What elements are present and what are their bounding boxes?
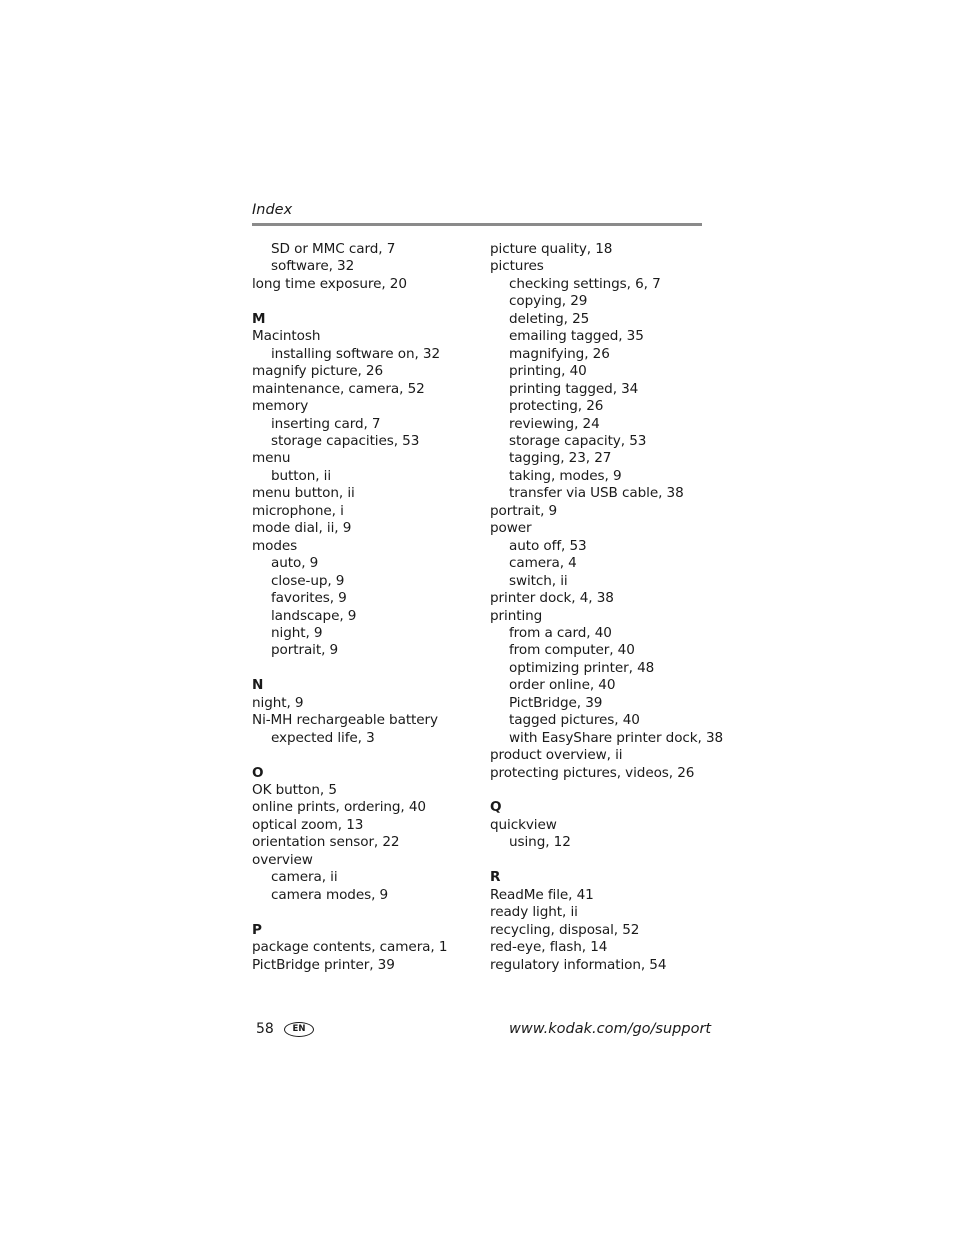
- index-entry: night, 9: [252, 694, 304, 711]
- index-subentry: auto, 9: [271, 555, 319, 572]
- index-subentry: tagged pictures, 40: [509, 712, 640, 729]
- index-entry: online prints, ordering, 40: [252, 799, 426, 816]
- index-entry: Ni-MH rechargeable battery: [252, 712, 438, 729]
- index-subentry: magnifying, 26: [509, 345, 610, 362]
- index-entry: menu button, ii: [252, 485, 355, 502]
- index-entry: ready light, ii: [490, 904, 578, 921]
- index-subentry: favorites, 9: [271, 590, 347, 607]
- index-entry: portrait, 9: [490, 502, 558, 519]
- index-entry: menu: [252, 450, 291, 467]
- index-section-letter: N: [252, 677, 264, 694]
- index-entry: pictures: [490, 258, 544, 275]
- index-section-letter: O: [252, 764, 264, 781]
- index-entry: memory: [252, 398, 309, 415]
- language-badge: EN: [284, 1022, 314, 1037]
- index-entry: red-eye, flash, 14: [490, 939, 608, 956]
- index-subentry: checking settings, 6, 7: [509, 275, 661, 292]
- index-subentry: copying, 29: [509, 293, 588, 310]
- index-entry: Macintosh: [252, 328, 321, 345]
- index-subentry: night, 9: [271, 624, 323, 641]
- index-subentry: auto off, 53: [509, 537, 587, 554]
- index-entry: overview: [252, 851, 313, 868]
- index-section-letter: M: [252, 310, 266, 327]
- index-subentry: expected life, 3: [271, 729, 375, 746]
- index-subentry: from a card, 40: [509, 624, 612, 641]
- index-entry: printing: [490, 607, 543, 624]
- index-entry: product overview, ii: [490, 747, 623, 764]
- index-subentry: using, 12: [509, 834, 571, 851]
- index-entry: ReadMe file, 41: [490, 886, 594, 903]
- index-subentry: camera, 4: [509, 555, 577, 572]
- index-subentry: printing, 40: [509, 363, 587, 380]
- index-entry: microphone, i: [252, 502, 344, 519]
- index-subentry: tagging, 23, 27: [509, 450, 612, 467]
- support-url: www.kodak.com/go/support: [509, 1021, 712, 1037]
- index-subentry: transfer via USB cable, 38: [509, 485, 684, 502]
- index-subentry: emailing tagged, 35: [509, 328, 644, 345]
- index-subentry: landscape, 9: [271, 607, 357, 624]
- index-subentry: deleting, 25: [509, 310, 590, 327]
- index-entry: PictBridge printer, 39: [252, 956, 395, 973]
- index-subentry: switch, ii: [509, 572, 568, 589]
- index-subentry: from computer, 40: [509, 642, 635, 659]
- index-subentry: reviewing, 24: [509, 415, 600, 432]
- index-entry: regulatory information, 54: [490, 956, 667, 973]
- index-entry: protecting pictures, videos, 26: [490, 764, 695, 781]
- index-subentry: order online, 40: [509, 677, 616, 694]
- index-entry: power: [490, 520, 532, 537]
- index-subentry: PictBridge, 39: [509, 694, 603, 711]
- index-entry: magnify picture, 26: [252, 363, 384, 380]
- index-subentry: button, ii: [271, 467, 332, 484]
- index-subentry: inserting card, 7: [271, 415, 381, 432]
- index-subentry: protecting, 26: [509, 398, 604, 415]
- index-entry: recycling, disposal, 52: [490, 921, 640, 938]
- index-entry: quickview: [490, 816, 557, 833]
- page-number: 58: [256, 1021, 274, 1037]
- index-entry: optical zoom, 13: [252, 816, 364, 833]
- index-subentry: close-up, 9: [271, 572, 345, 589]
- index-subentry: optimizing printer, 48: [509, 659, 655, 676]
- index-subentry: printing tagged, 34: [509, 380, 639, 397]
- index-section-letter: P: [252, 921, 262, 938]
- index-entry: orientation sensor, 22: [252, 834, 400, 851]
- page-header-title: Index: [252, 202, 293, 218]
- index-entry: modes: [252, 537, 298, 554]
- index-column-right: [490, 241, 724, 974]
- index-section-letter: R: [490, 869, 501, 886]
- index-entry: picture quality, 18: [490, 241, 613, 257]
- index-section-letter: Q: [490, 799, 502, 816]
- index-subentry: taking, modes, 9: [509, 467, 622, 484]
- index-subentry: installing software on, 32: [271, 345, 441, 362]
- index-entry: package contents, camera, 1: [252, 939, 448, 956]
- index-subentry: SD or MMC card, 7: [271, 241, 396, 257]
- index-subentry: camera, ii: [271, 869, 338, 886]
- index-entry: mode dial, ii, 9: [252, 520, 352, 537]
- index-entry: OK button, 5: [252, 782, 337, 798]
- index-subentry: with EasyShare printer dock, 38: [509, 729, 724, 746]
- index-subentry: storage capacity, 53: [509, 432, 647, 449]
- index-entry: long time exposure, 20: [252, 275, 407, 292]
- index-column-left: [252, 241, 477, 974]
- index-subentry: software, 32: [271, 258, 355, 275]
- index-entry: maintenance, camera, 52: [252, 380, 425, 397]
- index-entry: printer dock, 4, 38: [490, 590, 614, 607]
- header-divider: [252, 223, 702, 226]
- index-subentry: storage capacities, 53: [271, 432, 420, 449]
- index-subentry: portrait, 9: [271, 642, 339, 659]
- index-subentry: camera modes, 9: [271, 886, 389, 903]
